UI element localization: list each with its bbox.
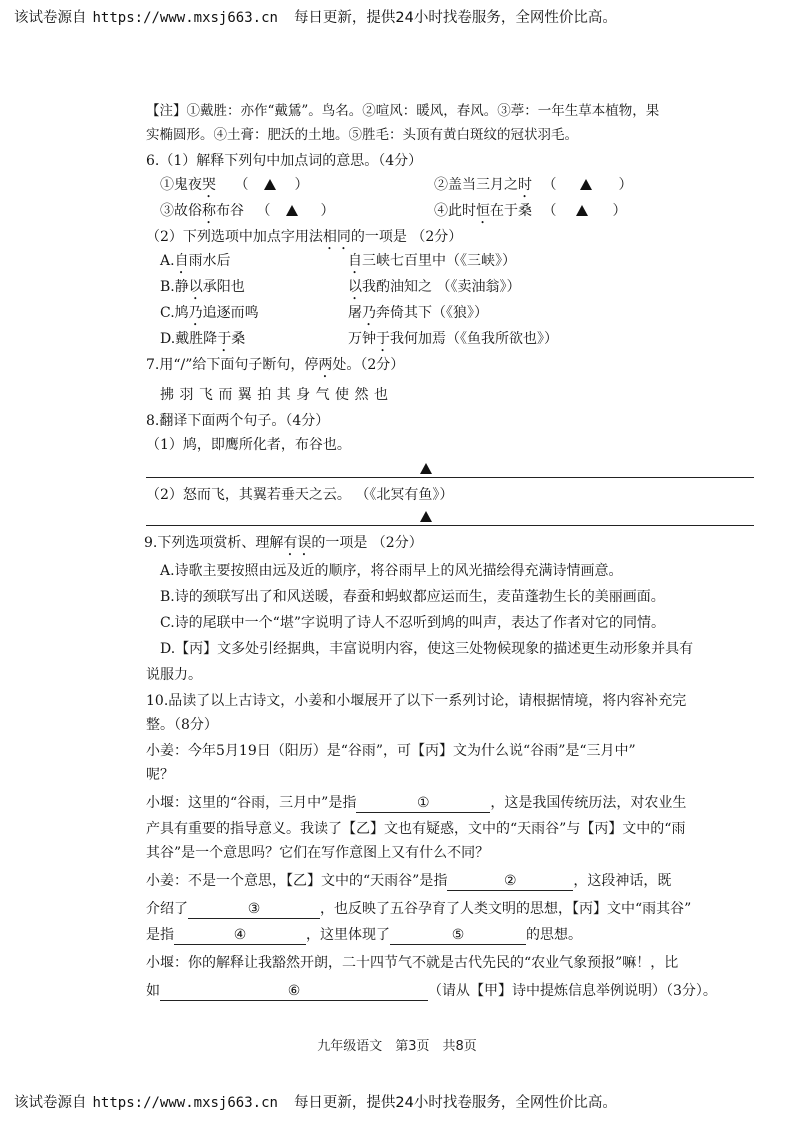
q6-heading: 6.（1）解释下列句中加点词的意思。（4分） bbox=[146, 153, 423, 169]
answer-triangle-icon bbox=[286, 205, 298, 216]
q10-dialogue-line-6: 产具有重要的指导意义。我读了【乙】文也有疑惑，文中的“天雨谷”与【丙】文中的“雨 bbox=[146, 821, 686, 837]
answer-line-2[interactable] bbox=[146, 525, 754, 526]
answer-triangle-icon bbox=[580, 179, 592, 190]
q9-option-d-line-2: 说服力。 bbox=[146, 667, 202, 683]
answer-line-1[interactable] bbox=[146, 477, 754, 478]
q6-item-1: ①鬼夜哭 （ ） bbox=[160, 177, 309, 193]
q7-sentence: 拂 羽 飞 而 翼 拍 其 身 气 使 然 也 bbox=[160, 387, 389, 403]
q7-heading: 7.用“/”给下面句子断句，停两处。（2分） bbox=[146, 357, 405, 373]
banner-text-left: 该试卷源自 bbox=[14, 10, 87, 26]
banner-text-right: 每日更新，提供24小时找卷服务，全网性价比高。 bbox=[293, 10, 617, 26]
source-banner-top bbox=[14, 8, 784, 28]
q6-option-c-right: 屠乃奔倚其下（《狼》） bbox=[348, 305, 488, 321]
q6-item-3: ③故俗称布谷 （ ） bbox=[160, 203, 335, 219]
q6-option-a-right: 自三峡七百里中（《三峡》） bbox=[348, 253, 516, 269]
q10-dialogue-line-5: 小堰：这里的“谷雨，三月中”是指 ① ，这是我国传统历法，对农业生 bbox=[146, 795, 687, 811]
annotation-line-2: 实椭圆形。④土膏：肥沃的土地。⑤胜毛：头顶有黄白斑纹的冠状羽毛。 bbox=[146, 127, 578, 143]
q8-sentence-2: （2）怒而飞，其翼若垂天之云。 （《北冥有鱼》） bbox=[146, 487, 454, 503]
q8-heading: 8.翻译下面两个句子。（4分） bbox=[146, 413, 330, 429]
blank-2-input[interactable]: ② bbox=[447, 872, 573, 891]
q10-dialogue-line-8: 小姜：不是一个意思，【乙】文中的“天雨谷”是指 ② ，这段神话，既 bbox=[146, 873, 672, 889]
q10-dialogue-line-4: 呢？ bbox=[146, 767, 174, 783]
q9-option-a: A.诗歌主要按照由远及近的顺序，将谷雨早上的风光描绘得充满诗情画意。 bbox=[160, 563, 623, 579]
banner-text-right: 每日更新，提供24小时找卷服务，全网性价比高。 bbox=[293, 1095, 617, 1111]
q10-dialogue-line-12: 如 ⑥ （请从【甲】诗中提炼信息举例说明）（3分）。 bbox=[146, 983, 717, 999]
q9-option-d-line-1: D.【丙】文多处引经据典，丰富说明内容，使这三处物候现象的描述更生动形象并具有 bbox=[160, 641, 694, 657]
q6-option-a-left: A.自雨水后 bbox=[160, 253, 231, 269]
q9-option-c: C.诗的尾联中一个“堪”字说明了诗人不忍听到鸠的叫声，表达了作者对它的同情。 bbox=[160, 615, 665, 631]
q6-option-d-left: D.戴胜降于桑 bbox=[160, 331, 246, 347]
blank-6-input[interactable]: ⑥ bbox=[160, 982, 428, 1001]
annotation-line-1: 【注】①戴胜：亦作“戴鵀”。鸟名。②喧风：暖风，春风。③葶：一年生草本植物，果 bbox=[146, 103, 660, 119]
q9-option-b: B.诗的颈联写出了和风送暖，春蚕和蚂蚁都应运而生，麦苗蓬勃生长的美丽画面。 bbox=[160, 589, 665, 605]
banner-text-left: 该试卷源自 bbox=[14, 1095, 87, 1111]
blank-3-input[interactable]: ③ bbox=[188, 900, 320, 919]
q10-dialogue-line-10: 是指 ④ ，这里体现了 ⑤ 的思想。 bbox=[146, 927, 582, 943]
q6-item-2: ②盖当三月之时 （ ） bbox=[434, 177, 633, 193]
q6-option-b-left: B.静以承阳也 bbox=[160, 279, 245, 295]
q10-dialogue-line-11: 小堰：你的解释让我豁然开朗，二十四节气不就是古代先民的“农业气象预报”嘛！，比 bbox=[146, 955, 679, 971]
q6-option-d-right: 万钟于我何加焉（《鱼我所欲也》） bbox=[348, 331, 558, 347]
source-banner-bottom bbox=[14, 1093, 784, 1113]
banner-url[interactable]: https://www.mxsj663.cn bbox=[92, 1095, 278, 1111]
blank-1-input[interactable]: ① bbox=[356, 794, 490, 813]
q6-item-4: ④此时恒在于桑 （ ） bbox=[434, 203, 627, 219]
q10-dialogue-line-3: 小姜：今年5月19日（阳历）是“谷雨”，可【丙】文为什么说“谷雨”是“三月中” bbox=[146, 743, 636, 759]
q8-sentence-1: （1）鸠，即鹰所化者，布谷也。 bbox=[146, 437, 351, 453]
q6-option-b-right: 以我酌油知之 （《卖油翁》） bbox=[348, 279, 521, 295]
blank-5-input[interactable]: ⑤ bbox=[390, 926, 526, 945]
q9-heading: 9.下列选项赏析、理解有误的一项是 （2分） bbox=[144, 535, 423, 551]
answer-triangle-icon bbox=[264, 179, 276, 190]
answer-triangle-icon bbox=[576, 205, 588, 216]
blank-4-input[interactable]: ④ bbox=[174, 926, 306, 945]
q6-sub2-heading: （2）下列选项中加点字用法相同的一项是 （2分） bbox=[146, 229, 463, 245]
q10-intro-line-1: 10.品读了以上古诗文，小姜和小堰展开了以下一系列讨论，请根据情境，将内容补充完 bbox=[146, 693, 687, 709]
q10-dialogue-line-7: 其谷”是一个意思吗？它们在写作意图上又有什么不同？ bbox=[146, 845, 490, 861]
q10-intro-line-2: 整。（8分） bbox=[146, 717, 218, 733]
q6-option-c-left: C.鸠乃追逐而鸣 bbox=[160, 305, 259, 321]
banner-url[interactable]: https://www.mxsj663.cn bbox=[92, 10, 278, 26]
q10-dialogue-line-9: 介绍了 ③ ，也反映了五谷孕育了人类文明的思想，【丙】文中“雨其谷” bbox=[146, 901, 692, 917]
page-footer: 九年级语文 第3页 共8页 bbox=[317, 1039, 477, 1054]
